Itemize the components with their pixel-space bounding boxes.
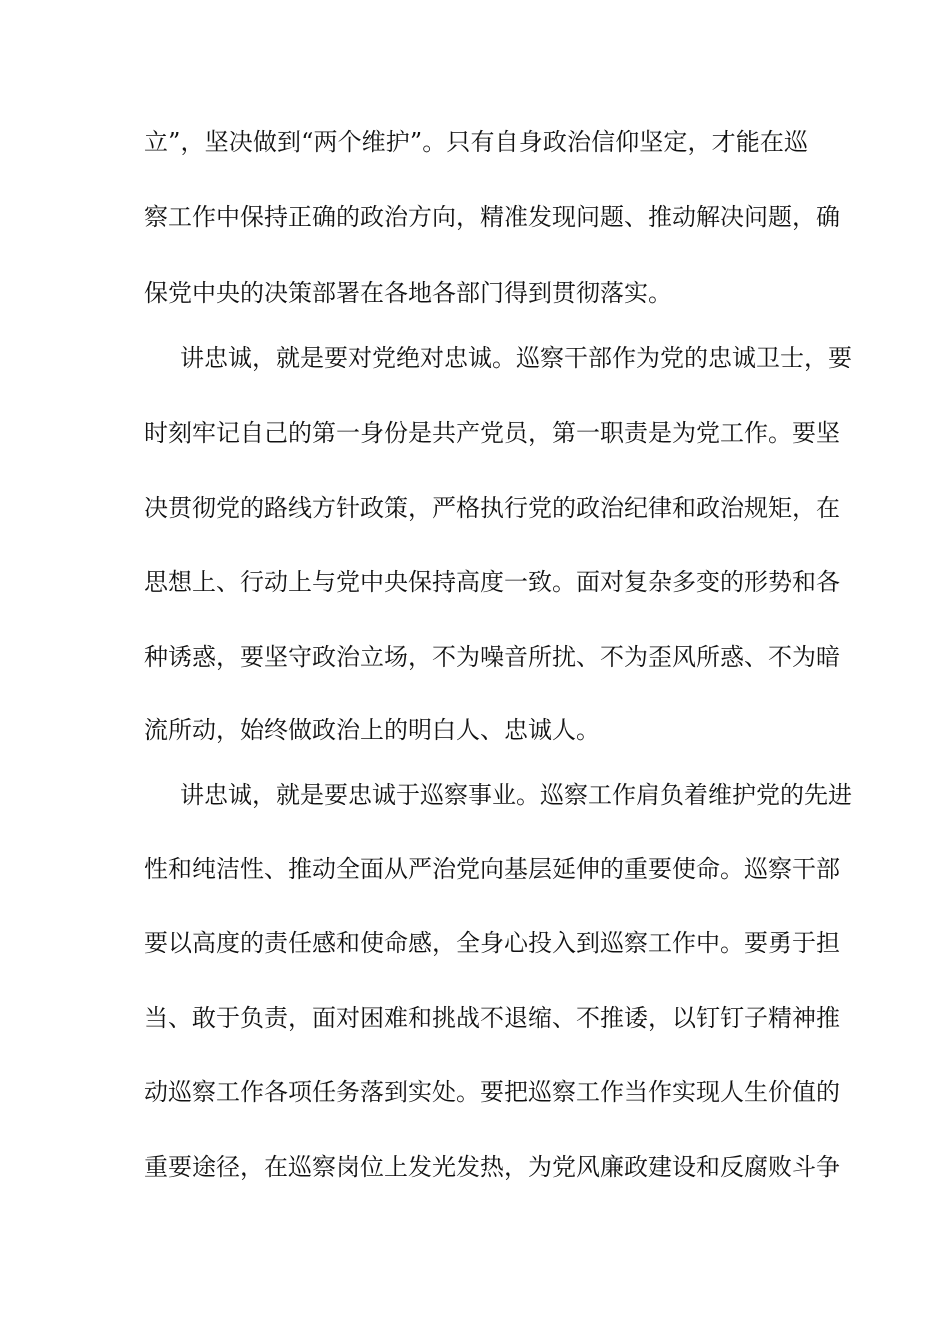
text-line: 当、敢于负责，面对困难和挑战不退缩、不推诿，以钉钉子精神推 <box>144 1004 840 1032</box>
text-line: 性和纯洁性、推动全面从严治党向基层延伸的重要使命。巡察干部 <box>144 855 840 883</box>
text-line: 察工作中保持正确的政治方向，精准发现问题、推动解决问题，确 <box>144 203 840 231</box>
text-line: 流所动，始终做政治上的明白人、忠诚人。 <box>144 716 600 744</box>
paragraph-first-line: 讲忠诚，就是要对党绝对忠诚。巡察干部作为党的忠诚卫士，要 <box>180 344 852 372</box>
text-line: 保党中央的决策部署在各地各部门得到贯彻落实。 <box>144 279 672 307</box>
paragraph-first-line: 讲忠诚，就是要忠诚于巡察事业。巡察工作肩负着维护党的先进 <box>180 781 852 809</box>
text-line: 决贯彻党的路线方针政策，严格执行党的政治纪律和政治规矩，在 <box>144 494 840 522</box>
text-line: 要以高度的责任感和使命感，全身心投入到巡察工作中。要勇于担 <box>144 929 840 957</box>
text-line: 思想上、行动上与党中央保持高度一致。面对复杂多变的形势和各 <box>144 568 840 596</box>
text-line: 种诱惑，要坚守政治立场，不为噪音所扰、不为歪风所惑、不为暗 <box>144 643 840 671</box>
text-line: 时刻牢记自己的第一身份是共产党员，第一职责是为党工作。要坚 <box>144 419 840 447</box>
text-line: 立”，坚决做到“两个维护”。只有自身政治信仰坚定，才能在巡 <box>144 128 808 156</box>
text-line: 动巡察工作各项任务落到实处。要把巡察工作当作实现人生价值的 <box>144 1078 840 1106</box>
text-line: 重要途径，在巡察岗位上发光发热，为党风廉政建设和反腐败斗争 <box>144 1153 840 1181</box>
